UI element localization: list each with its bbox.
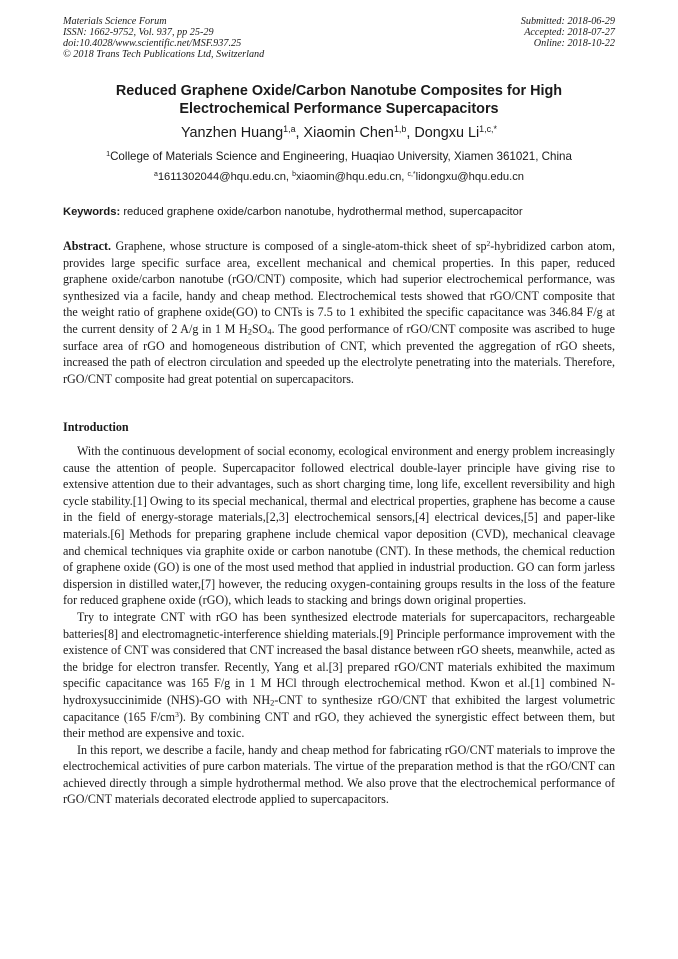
intro-paragraph-2 bbox=[63, 609, 615, 742]
author-name: Xiaomin Chen bbox=[303, 125, 394, 141]
publication-dates bbox=[521, 16, 615, 49]
author-emails bbox=[40, 170, 638, 184]
paragraph-text: ). By combining CNT and rGO, they achieved the synergistic effect between them, but their method are expensive and toxic. bbox=[63, 709, 615, 741]
online-date: Online: 2018-10-22 bbox=[533, 38, 615, 49]
journal-doi: doi:10.4028/www.scientific.net/MSF.937.25 bbox=[63, 38, 242, 49]
author-list: Yanzhen Huang$^{1,a}$, Xiaomin Chen$^{1,b}$, Dongxu $Li^{1,c,*}$ bbox=[181, 124, 497, 141]
keywords-text: reduced graphene oxide/carbon nanotube, hydrothermal method, supercapacitor bbox=[123, 206, 523, 218]
title-line-1: Reduced Graphene Oxide/Carbon Nanotube Composites for High bbox=[115, 83, 563, 99]
intro-paragraph-3: In this report, we describe a facile, handy and cheap method for fabricating rGO/CNT materials to improve the electrochemical activities of pure carbon materials. The virtue of the preparation method is that the rGO/CNT can achieved directly through a simple hydrothermal method. We also prove that the electrochemical performance of rGO/CNT materials decorated electrode applied to supercapacitors. bbox=[63, 742, 615, 807]
email-sup: a bbox=[153, 171, 158, 179]
author-name: Yanzhen Huang bbox=[181, 125, 284, 141]
affiliation bbox=[40, 150, 638, 164]
author-name: Dongxu Li bbox=[414, 125, 480, 141]
section-heading-introduction: Introduction bbox=[63, 420, 129, 434]
intro-paragraph-1: With the continuous development of social economy, ecological environment and energy problem increasingly cause the attention of people. Supercapacitor followed electrical double-layer principle have giving rise to extensive attention due to their advantages, such as short charging time, long life, excellent reversibility and high cycle stability.[1] Owing to its special mechanical, thermal and electrical properties, graphene has become a cause in the field of energy-storage materials,[2,3] electrochemical sensors,[4] electrical devices,[5] and paper-like materials.[6] Methods for preparing graphene include chemical vapor deposition (CVD), mechanical cleavage and chemical techniques via graphite oxide or carbon nanotube (CNT). In these methods, the chemical reduction of graphene oxide (GO) is one of the most used method that applied in industrial production. GO can form jarless dispersion in distilled water,[7] however, the reducing oxygen-containing groups results in the loss of the feature for reduced graphene oxide (rGO), which leads to stacking and brings down original properties. bbox=[63, 444, 615, 608]
abstract-label: Abstract. bbox=[63, 239, 112, 253]
introduction-body bbox=[63, 443, 615, 808]
affiliation-sup: 1 bbox=[106, 149, 111, 159]
author-sup: 1,a bbox=[283, 124, 296, 135]
journal-name: Materials Science Forum bbox=[63, 16, 167, 27]
journal-copyright: © 2018 Trans Tech Publications Ltd, Switzerland bbox=[63, 49, 265, 60]
journal-info bbox=[63, 16, 264, 60]
email-link[interactable]: xiaomin@hqu.edu.cn, bbox=[296, 171, 405, 183]
email-sup: b bbox=[292, 171, 297, 179]
paragraph-text: -CNT to synthesize rGO/CNT that exhibited the largest volumetric capacitance (165 F/cm bbox=[63, 692, 615, 724]
abstract-text: Graphene, whose structure is composed of a single-atom-thick sheet of sp bbox=[115, 239, 487, 253]
email-link[interactable]: lidongxu@hqu.edu.cn bbox=[415, 171, 525, 183]
keywords bbox=[63, 205, 615, 219]
abstract-text: . The good performance of rGO/CNT composite was ascribed to huge surface area of rGO and homogeneous distribution of CNT, which prevented the aggregation of rGO sheets, increased the path of electron circulation and speeded up the electrolyte penetrating into the materials. Therefore, rGO/CNT composite had great potential on supercapacitors. bbox=[63, 321, 615, 386]
affiliation-text: College of Materials Science and Engineering, Huaqiao University, Xiamen 361021, China bbox=[110, 150, 572, 163]
abstract-text: -hybridized carbon atom, provides large specific surface area, excellent mechanical and chemical properties. In this paper, reduced graphene oxide/carbon nanotube (rGO/CNT) composite, which had superior electrochemical performance, was synthesized via a facile, handy and cheap method. Electrochemical tests showed that rGO/CNT composite that the weight ratio of graphene oxide(GO) to CNTs is 7.5 to 1 exhibited the specific capacitance was 346.84 F/g at the current density of 2 A/g in 1 M H bbox=[63, 239, 615, 336]
journal-issn: ISSN: 1662-9752, Vol. 937, pp 25-29 bbox=[63, 27, 214, 38]
abstract bbox=[63, 238, 615, 387]
abstract-sub: 2 bbox=[247, 326, 252, 337]
author-sup: 1,c,* bbox=[479, 124, 497, 135]
abstract-sub: 4 bbox=[267, 326, 272, 337]
email-link[interactable]: 1611302044@hqu.edu.cn, bbox=[157, 171, 290, 183]
paper-title bbox=[50, 82, 628, 118]
paragraph-text: Try to integrate CNT with rGO has been synthesized electrode materials for supercapacitors, rechargeable batteries[8] and electromagnetic-interference shielding materials.[9] Principle performance improvement with the existence of CNT was considered that CNT increased the basal distance between rGO sheets, meanwhile, acted as the bridge for electron transfer. Recently, Yang et al.[3] prepared rGO/CNT materials exhibited the maximum specific capacitance was 165 F/g in 1 M HCl through electrochemical method. Kwon et al.[1] combined N-hydroxysuccinimide (NHS)-GO with NH bbox=[63, 609, 615, 707]
abstract-sup: 2 bbox=[486, 238, 491, 248]
email-sup: c,* bbox=[407, 171, 416, 179]
accepted-date: Accepted: 2018-07-27 bbox=[524, 27, 615, 38]
paragraph-sub: 2 bbox=[270, 697, 275, 708]
title-line-2: Electrochemical Performance Supercapacitors bbox=[179, 101, 499, 117]
keywords-label: Keywords: bbox=[63, 206, 121, 218]
paragraph-sup: 3 bbox=[175, 709, 179, 719]
author-sup: 1,b bbox=[393, 124, 407, 135]
submitted-date: Submitted: 2018-06-29 bbox=[520, 16, 615, 27]
abstract-text: SO bbox=[251, 321, 268, 336]
